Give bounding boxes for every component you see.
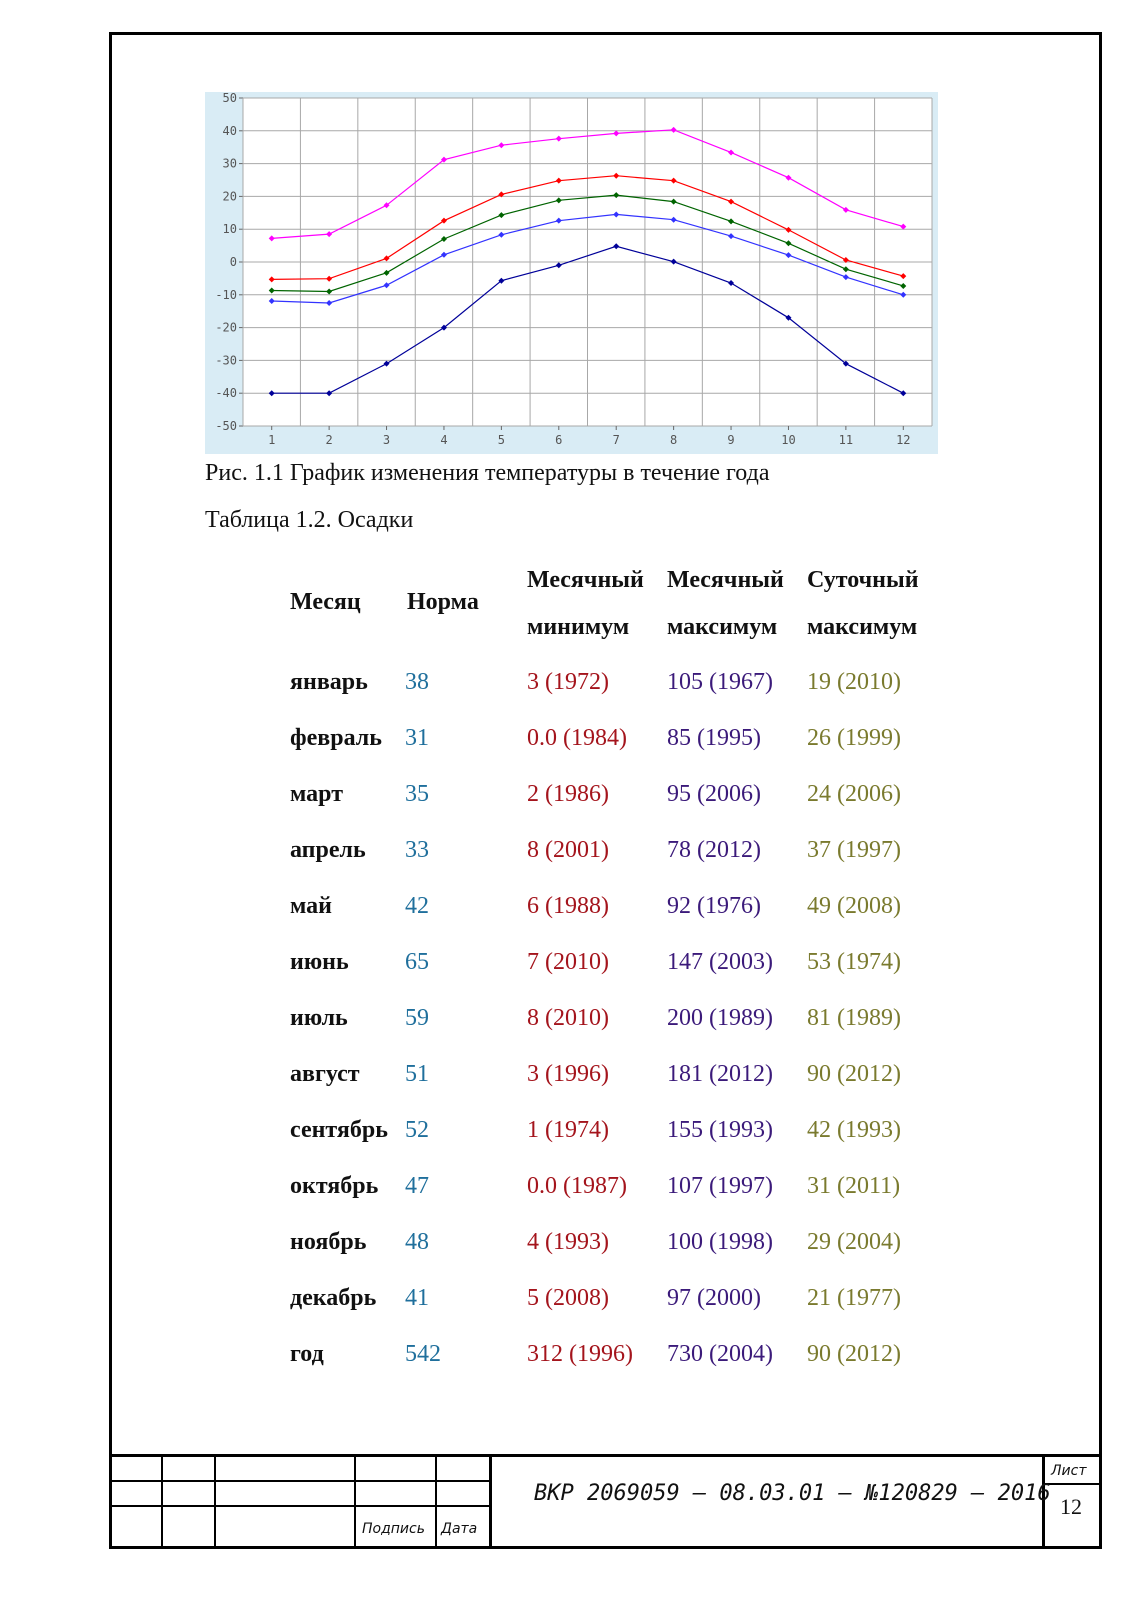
row-month: май	[290, 893, 333, 919]
header-monthly-max-1: Месячный	[667, 567, 784, 593]
row-norm: 52	[405, 1117, 429, 1143]
row-daily-max: 49 (2008)	[807, 893, 901, 919]
row-monthly-min: 2 (1986)	[527, 781, 609, 807]
signature-label: Подпись	[362, 1521, 425, 1537]
row-monthly-max: 147 (2003)	[667, 949, 773, 975]
x-tick-label: 10	[781, 433, 796, 447]
row-daily-max: 53 (1974)	[807, 949, 901, 975]
row-monthly-min: 1 (1974)	[527, 1117, 609, 1143]
row-month: декабрь	[290, 1285, 377, 1311]
row-daily-max: 31 (2011)	[807, 1173, 901, 1199]
row-norm: 35	[405, 781, 429, 807]
y-tick-label: -50	[215, 419, 237, 433]
row-monthly-min: 0.0 (1987)	[527, 1173, 627, 1199]
x-tick-label: 5	[497, 433, 505, 447]
row-monthly-max: 105 (1967)	[667, 669, 773, 695]
row-norm: 59	[405, 1005, 429, 1031]
date-label: Дата	[441, 1521, 478, 1537]
y-tick-label: -30	[215, 353, 237, 368]
sheet-label: Лист	[1051, 1463, 1087, 1479]
y-tick-label: 10	[222, 222, 237, 237]
x-tick-label: 4	[440, 433, 448, 447]
row-monthly-max: 92 (1976)	[667, 893, 761, 919]
row-norm: 542	[405, 1341, 441, 1367]
row-norm: 51	[405, 1061, 429, 1087]
x-tick-label: 11	[838, 433, 854, 447]
row-monthly-max: 107 (1997)	[667, 1173, 773, 1199]
row-monthly-max: 155 (1993)	[667, 1117, 773, 1143]
y-tick-label: -20	[215, 320, 237, 335]
row-monthly-min: 8 (2010)	[527, 1005, 609, 1031]
row-daily-max: 29 (2004)	[807, 1229, 901, 1255]
row-monthly-min: 6 (1988)	[527, 893, 609, 919]
row-monthly-min: 4 (1993)	[527, 1229, 609, 1255]
row-daily-max: 26 (1999)	[807, 725, 901, 751]
row-daily-max: 90 (2012)	[807, 1341, 901, 1367]
temperature-chart	[205, 92, 938, 454]
header-monthly-max-2: максимум	[667, 614, 778, 640]
header-monthly-min-2: минимум	[527, 614, 630, 640]
row-monthly-max: 730 (2004)	[667, 1341, 773, 1367]
x-tick-label: 8	[670, 433, 678, 447]
row-norm: 47	[405, 1173, 429, 1199]
y-tick-label: 50	[222, 92, 237, 105]
y-tick-label: 40	[222, 123, 237, 138]
row-norm: 31	[405, 725, 429, 751]
row-month: август	[290, 1061, 360, 1087]
row-monthly-max: 200 (1989)	[667, 1005, 773, 1031]
x-tick-label: 9	[727, 433, 735, 447]
y-tick-label: 30	[222, 156, 237, 171]
row-monthly-min: 312 (1996)	[527, 1341, 633, 1367]
row-daily-max: 21 (1977)	[807, 1285, 901, 1311]
row-daily-max: 81 (1989)	[807, 1005, 901, 1031]
figure-caption: Рис. 1.1 График изменения температуры в течение года	[205, 460, 770, 486]
row-month: март	[290, 781, 344, 807]
document-code: ВКР 2069059 – 08.03.01 – №120829 – 2016	[534, 1481, 1051, 1506]
row-norm: 38	[405, 669, 429, 695]
row-monthly-min: 8 (2001)	[527, 837, 609, 863]
row-daily-max: 42 (1993)	[807, 1117, 901, 1143]
header-daily-max-2: максимум	[807, 614, 918, 640]
row-monthly-max: 100 (1998)	[667, 1229, 773, 1255]
row-monthly-min: 3 (1972)	[527, 669, 609, 695]
header-norm: Норма	[407, 589, 479, 615]
title-block	[109, 1454, 1102, 1549]
x-tick-label: 1	[268, 433, 276, 447]
row-month: февраль	[290, 725, 382, 751]
row-monthly-max: 78 (2012)	[667, 837, 761, 863]
row-monthly-max: 95 (2006)	[667, 781, 761, 807]
x-tick-label: 2	[325, 433, 333, 447]
row-month: год	[290, 1341, 324, 1367]
y-tick-label: -10	[215, 287, 237, 302]
x-tick-label: 6	[555, 433, 563, 447]
x-tick-label: 3	[382, 433, 391, 447]
row-month: июль	[290, 1005, 348, 1031]
row-monthly-min: 3 (1996)	[527, 1061, 609, 1087]
row-month: январь	[290, 669, 368, 695]
x-tick-label: 12	[896, 433, 911, 447]
row-daily-max: 37 (1997)	[807, 837, 901, 863]
row-monthly-max: 85 (1995)	[667, 725, 761, 751]
row-month: апрель	[290, 837, 366, 863]
row-monthly-min: 7 (2010)	[527, 949, 609, 975]
row-daily-max: 24 (2006)	[807, 781, 901, 807]
row-monthly-min: 5 (2008)	[527, 1285, 609, 1311]
y-tick-label: -40	[215, 386, 237, 401]
row-norm: 33	[405, 837, 429, 863]
row-month: июнь	[290, 949, 349, 975]
row-norm: 42	[405, 893, 429, 919]
row-month: октябрь	[290, 1173, 379, 1199]
row-monthly-min: 0.0 (1984)	[527, 725, 627, 751]
sheet-number: 12	[1060, 1494, 1082, 1519]
row-norm: 41	[405, 1285, 429, 1311]
header-month: Месяц	[290, 589, 361, 615]
table-title: Таблица 1.2. Осадки	[205, 507, 414, 533]
y-tick-label: 20	[222, 189, 237, 204]
header-daily-max-1: Суточный	[807, 567, 919, 593]
row-daily-max: 19 (2010)	[807, 669, 901, 695]
row-norm: 48	[405, 1229, 429, 1255]
row-daily-max: 90 (2012)	[807, 1061, 901, 1087]
row-month: сентябрь	[290, 1117, 388, 1143]
header-monthly-min-1: Месячный	[527, 567, 644, 593]
row-monthly-max: 97 (2000)	[667, 1285, 761, 1311]
row-month: ноябрь	[290, 1229, 367, 1255]
x-tick-label: 7	[612, 433, 620, 447]
row-norm: 65	[405, 949, 429, 975]
row-monthly-max: 181 (2012)	[667, 1061, 773, 1087]
y-tick-label: 0	[229, 255, 237, 269]
